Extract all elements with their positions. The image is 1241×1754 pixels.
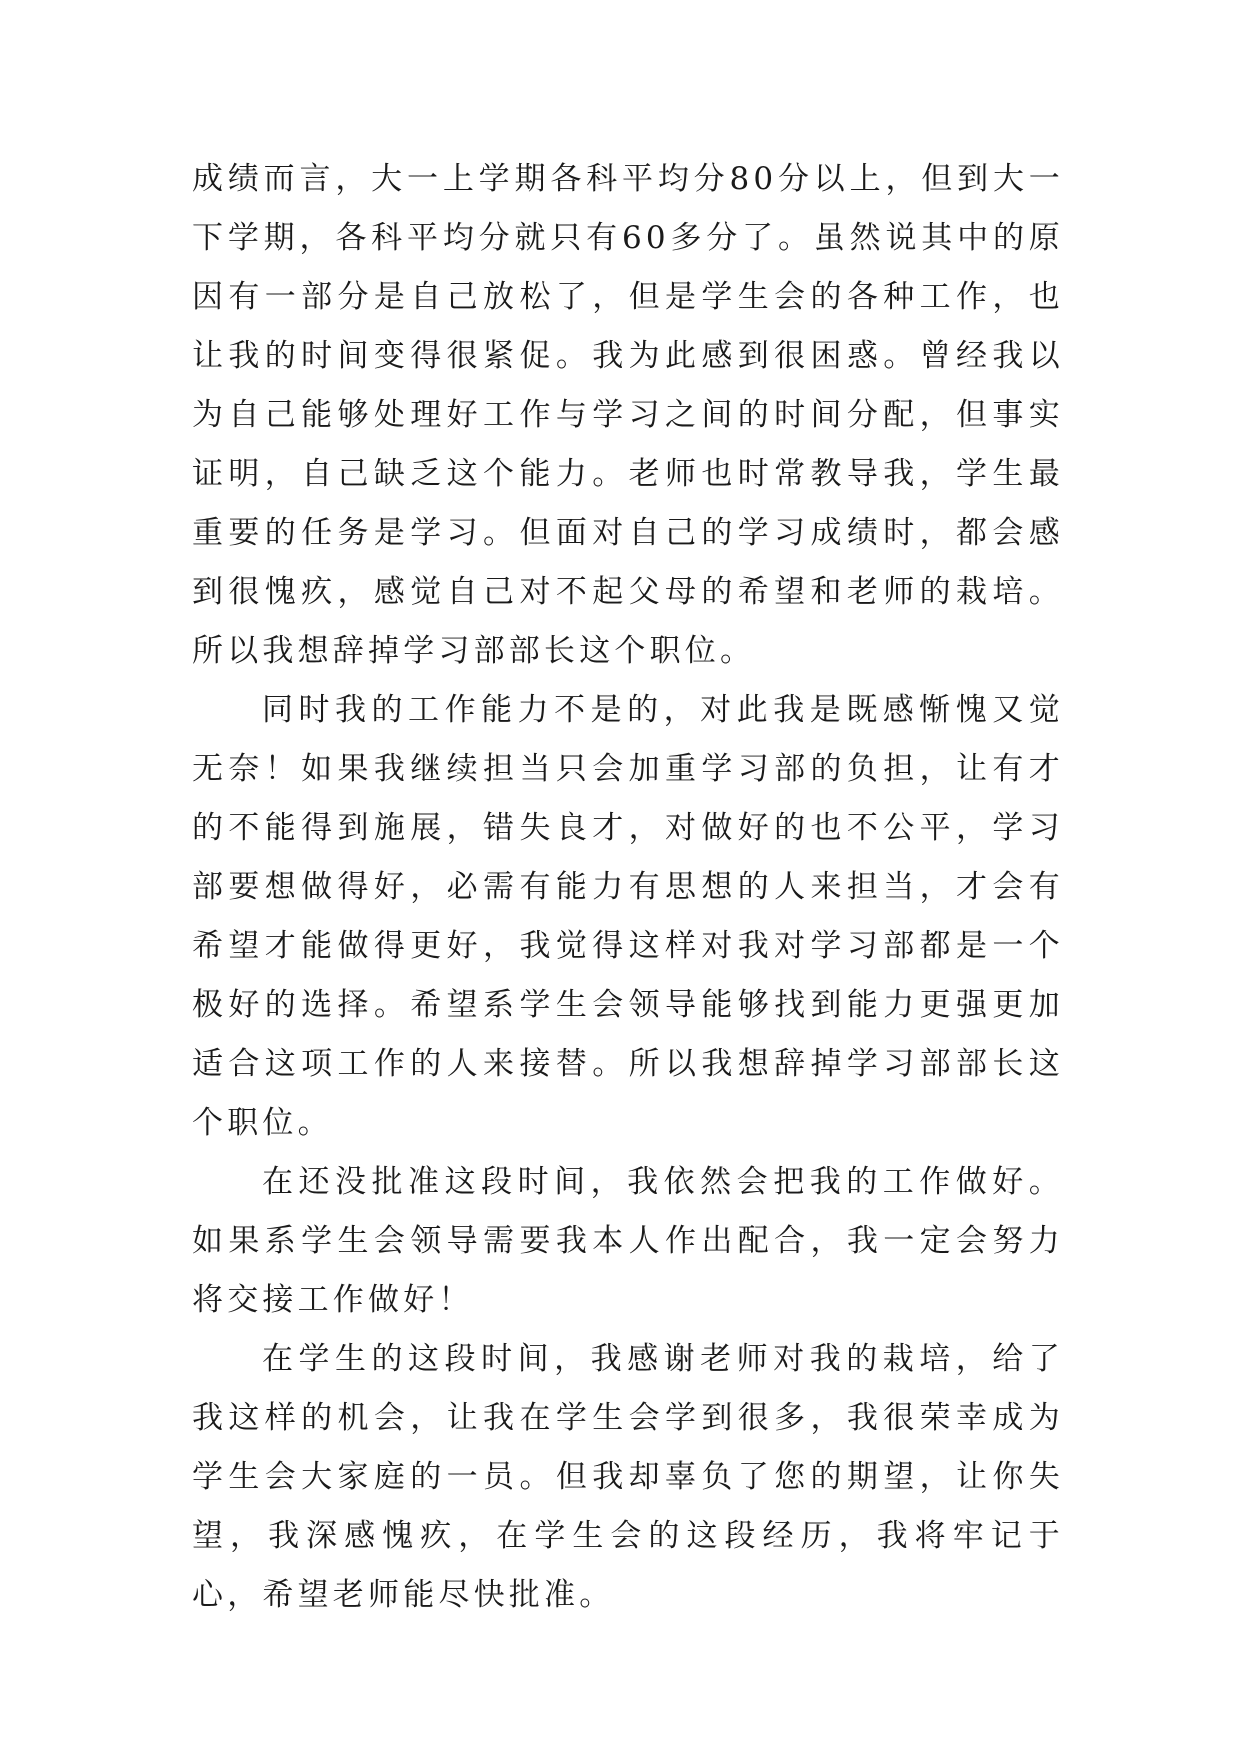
paragraph-grades: 成绩而言，大一上学期各科平均分80分以上，但到大一下学期，各科平均分就只有60多分了。虽然说其中的原因有一部分是自己放松了，但是学生会的各种工作，也让我的时间变得很紧促。我为此感到很困惑。曾经我以为自己能够处理好工作与学习之间的时间分配，但事实证明，自己缺乏这个能力。老师也时常教导我，学生最重要的任务是学习。但面对自己的学习成绩时，都会感到很愧疚，感觉自己对不起父母的希望和老师的栽培。所以我想辞掉学习部部长这个职位。 xyxy=(192,161,1064,669)
paragraph-ability: 同时我的工作能力不是的，对此我是既感惭愧又觉无奈！如果我继续担当只会加重学习部的负担，让有才的不能得到施展，错失良才，对做好的也不公平，学习部要想做得好，必需有能力有思想的人来担当，才会有希望才能做得更好，我觉得这样对我对学习部都是一个极好的选择。希望系学生会领导能够找到能力更强更加适合这项工作的人来接替。所以我想辞掉学习部部长这个职位。 xyxy=(192,692,1064,1141)
paragraph-gratitude: 在学生的这段时间，我感谢老师对我的栽培，给了我这样的机会，让我在学生会学到很多，我很荣幸成为学生会大家庭的一员。但我却辜负了您的期望，让你失望，我深感愧疚，在学生会的这段经历，我将牢记于心，希望老师能尽快批准。 xyxy=(192,1341,1064,1613)
paragraph-handover: 在还没批准这段时间，我依然会把我的工作做好。如果系学生会领导需要我本人作出配合，我一定会努力将交接工作做好！ xyxy=(192,1164,1064,1318)
document-body xyxy=(192,150,1064,1625)
